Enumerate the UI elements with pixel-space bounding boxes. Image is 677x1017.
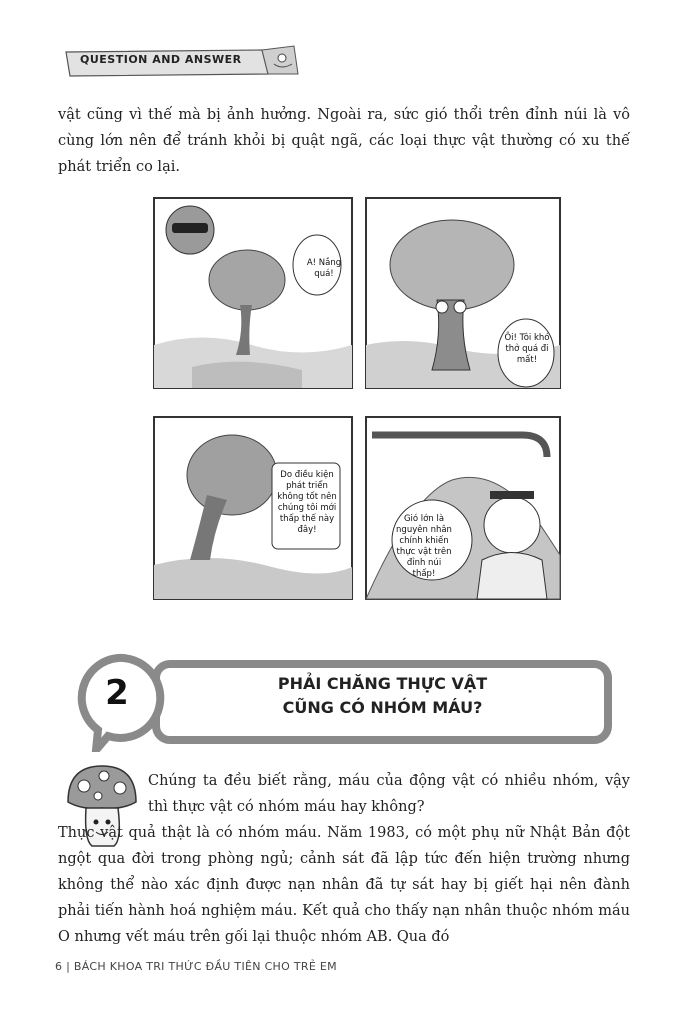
comic-bubble-4: Gió lớn là nguyên nhân chính khiến thực vật trên đỉnh núi thấp! (396, 514, 452, 579)
body-paragraph-2-text: Thực vật quả thật là có nhóm máu. Năm 1983, có một phụ nữ Nhật Bản đột ngột qua đời trong phòng ngủ; cảnh sát đã lập tức đến hiện trường nhưng không thể nào xác định được nạn nhân đã tự sát hay bị giết hại nên đành phải tiến hành hoá nghiệm máu. Kết quả cho thấy nạn nhân thuộc nhóm máu O nhưng vết máu trên gối lại thuộc nhóm AB. Qua đó (58, 825, 630, 945)
book-title: BÁCH KHOA TRI THỨC ĐẦU TIÊN CHO TRẺ EM (73, 960, 337, 973)
section-number: 2 (105, 673, 129, 713)
intro-paragraph: vật cũng vì thế mà bị ảnh hưởng. Ngoài ra, sức gió thổi trên đỉnh núi là vô cùng lớn nên để tránh khỏi bị quật ngã, các loại thực vật thường có xu thế phát triển co lại. (58, 107, 630, 175)
comic-bubble-2: Ôi! Tôi khó thở quá đi mất! (504, 333, 550, 365)
footer-separator: | (66, 960, 74, 973)
comic-bubble-3: Do điều kiện phát triển không tốt nên chúng tôi mới thấp thế này đây! (277, 470, 337, 535)
page-footer (55, 960, 337, 973)
comic-bubble-1: A! Nắng quá! (306, 258, 342, 279)
comic-panel-1 (154, 198, 352, 388)
comic-strip (152, 195, 562, 605)
section-title (160, 672, 605, 720)
page-number: 6 (55, 960, 63, 973)
body-paragraph-2 (58, 820, 630, 950)
section-title-line-1: PHẢI CHĂNG THỰC VẬT (277, 674, 488, 693)
section-title-line-2: CŨNG CÓ NHÓM MÁU? (282, 698, 483, 717)
body-paragraph-1: Chúng ta đều biết rằng, máu của động vật có nhiều nhóm, vậy thì thực vật có nhóm máu hay không? (148, 773, 630, 815)
header-banner-text: QUESTION AND ANSWER (80, 53, 242, 66)
